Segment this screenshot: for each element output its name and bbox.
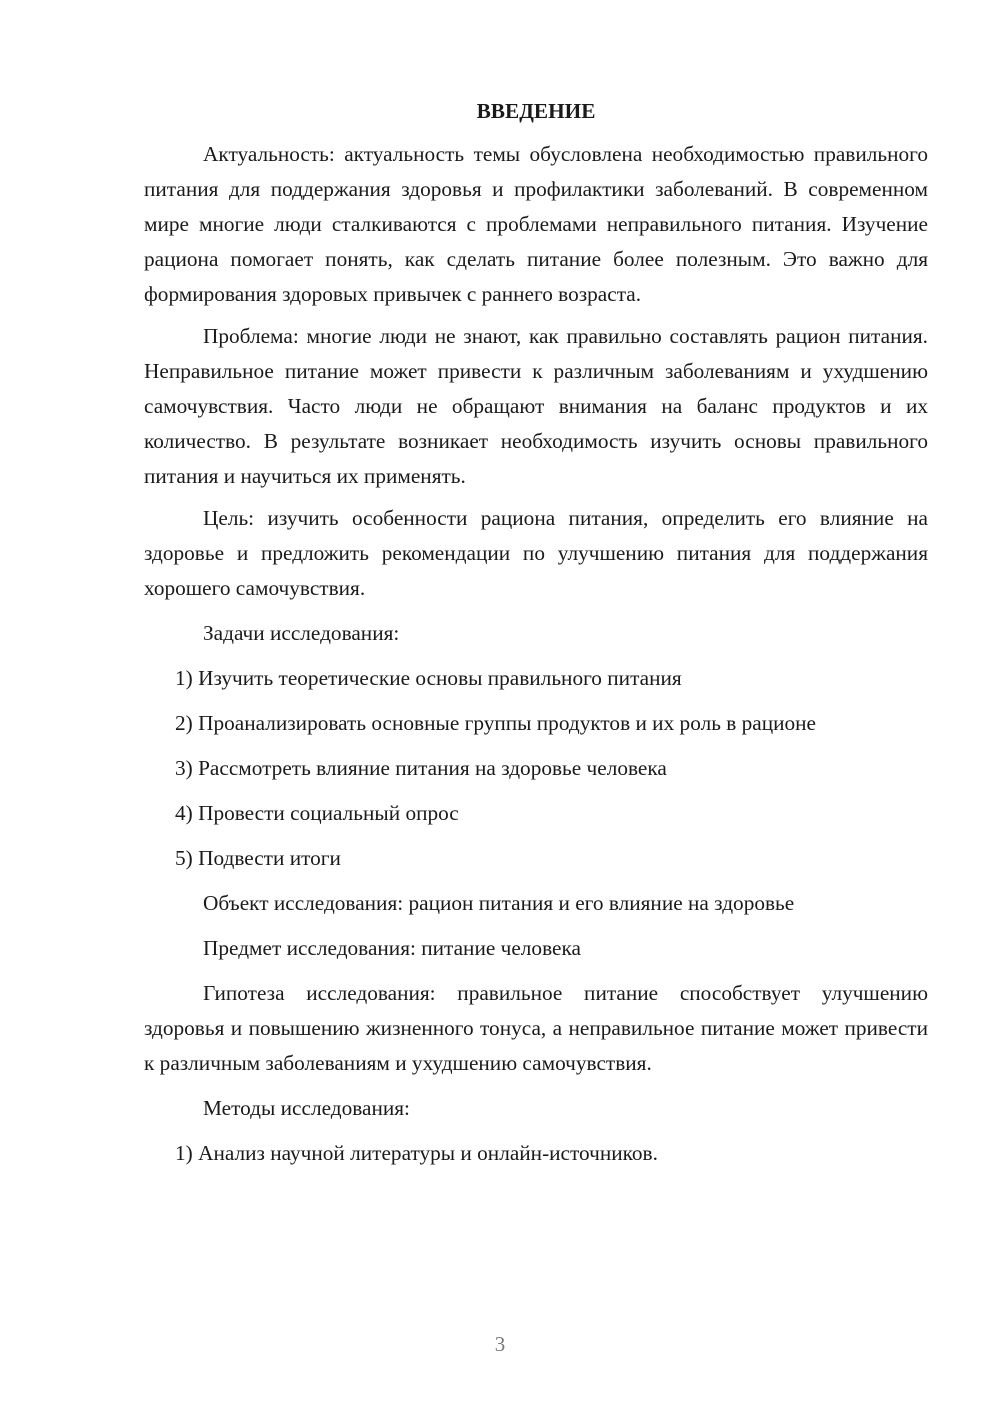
hypothesis-paragraph: Гипотеза исследования: правильное питание способствует улучшению здоровья и повышению жизненного тонуса, а неправильное питание может привести к различным заболеваниям и ухудшению самочувствия. — [144, 981, 928, 1075]
task-item: 4) Провести социальный опрос — [175, 801, 459, 825]
research-object: Объект исследования: рацион питания и его влияние на здоровье — [203, 891, 795, 915]
document-page — [144, 96, 928, 1181]
task-item: 3) Рассмотреть влияние питания на здоровье человека — [175, 756, 667, 780]
method-item: 1) Анализ научной литературы и онлайн-источников. — [175, 1141, 658, 1165]
research-subject: Предмет исследования: питание человека — [203, 936, 581, 960]
tasks-heading: Задачи исследования: — [203, 621, 400, 645]
task-item: 1) Изучить теоретические основы правильного питания — [175, 666, 682, 690]
methods-heading: Методы исследования: — [203, 1096, 410, 1120]
problem-paragraph: Проблема: многие люди не знают, как правильно составлять рацион питания. Неправильное питание может привести к различным заболеваниям и ухудшению самочувствия. Часто люди не обращают внимания на баланс продуктов и их количество. В результате возникает необходимость изучить основы правильного питания и научиться их применять. — [144, 324, 928, 488]
page-title: ВВЕДЕНИЕ — [476, 99, 596, 123]
task-item: 5) Подвести итоги — [175, 846, 341, 870]
goal-paragraph: Цель: изучить особенности рациона питания, определить его влияние на здоровье и предложить рекомендации по улучшению питания для поддержания хорошего самочувствия. — [144, 506, 928, 600]
task-item: 2) Проанализировать основные группы продуктов и их роль в рационе — [175, 711, 817, 735]
relevance-paragraph: Актуальность: актуальность темы обусловлена необходимостью правильного питания для поддержания здоровья и профилактики заболеваний. В современном мире многие люди сталкиваются с проблемами неправильного питания. Изучение рациона помогает понять, как сделать питание более полезным. Это важно для формирования здоровых привычек с раннего возраста. — [144, 142, 928, 306]
page-number: 3 — [494, 1332, 506, 1356]
